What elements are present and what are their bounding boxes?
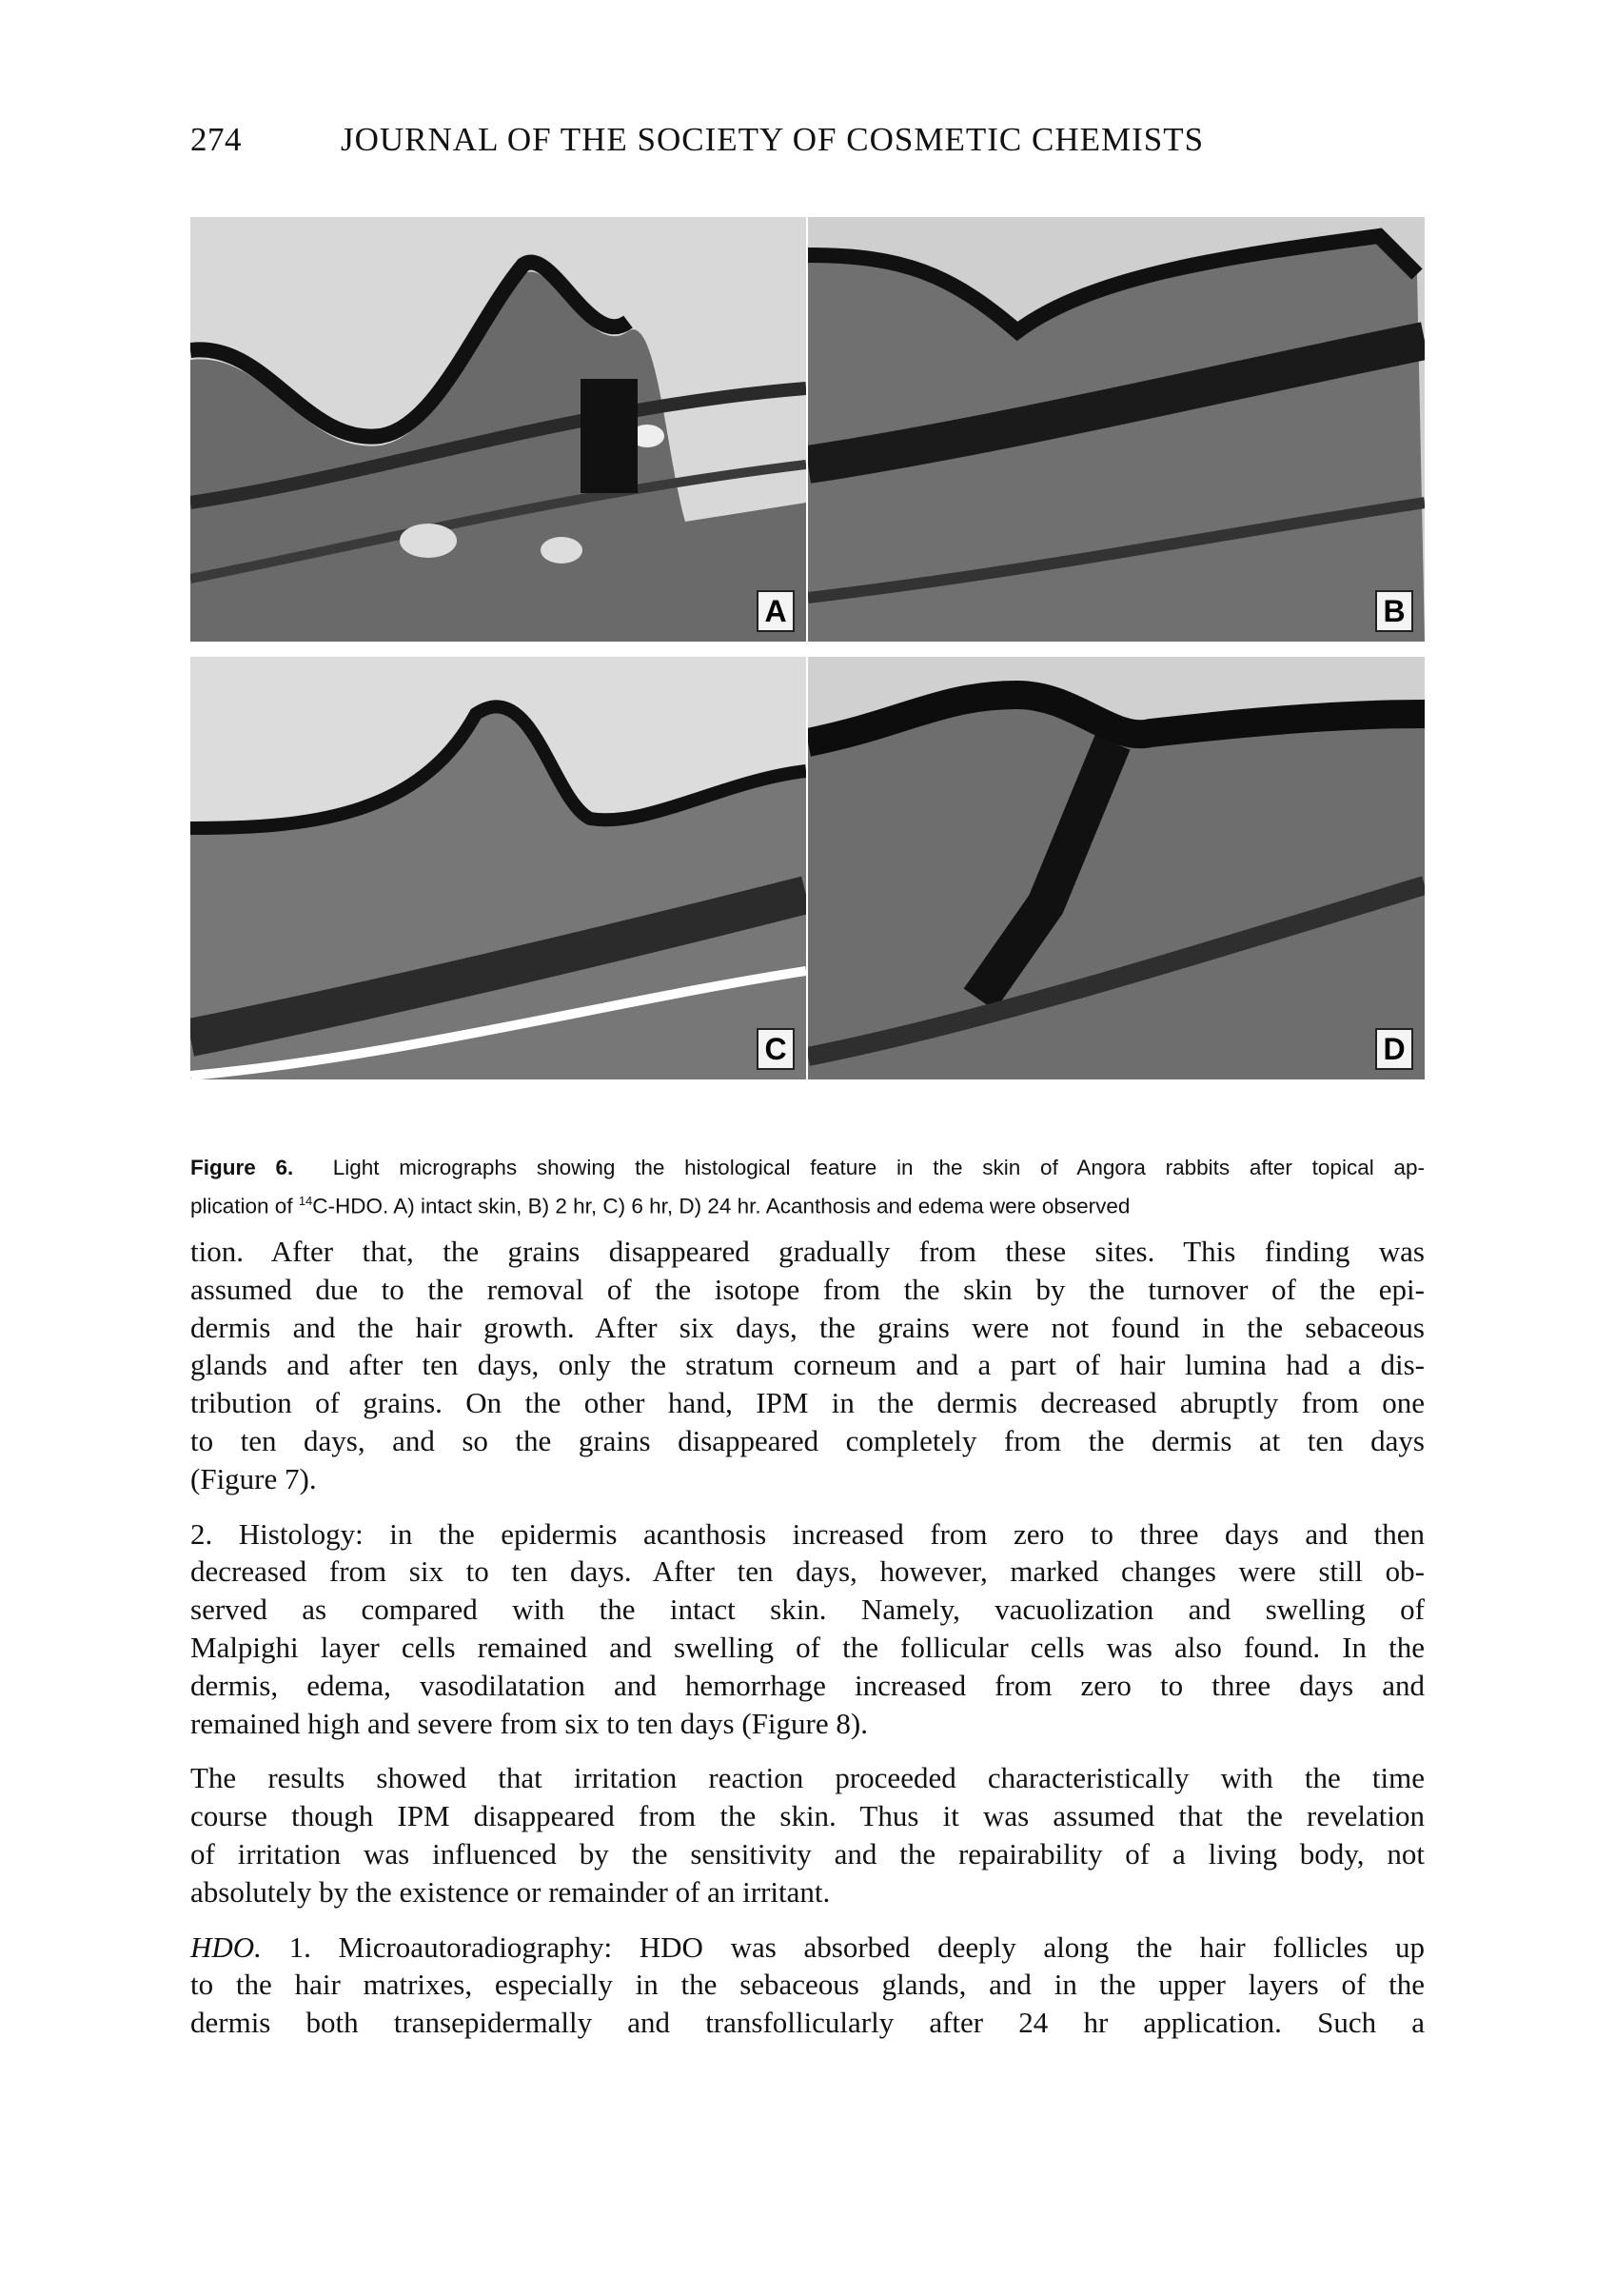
running-head: JOURNAL OF THE SOCIETY OF COSMETIC CHEMISTS (341, 121, 1205, 158)
text-line: to the hair matrixes, especially in the sebaceous glands, and in the upper layers of the (190, 1968, 1425, 2002)
caption-text-1: Light micrographs showing the histological feature in the skin of Angora rabbits after topical ap- (332, 1156, 1425, 1179)
text-line: Malpighi layer cells remained and swelling of the follicular cells was also found. In the (190, 1630, 1425, 1664)
text-line: glands and after ten days, only the stratum corneum and a part of hair lumina had a dis- (190, 1348, 1425, 1382)
micrograph-d-image (808, 657, 1425, 1079)
text-line: dermis and the hair growth. After six days, the grains were not found in the sebaceous (190, 1310, 1425, 1344)
text-line: absolutely by the existence or remainder of an irritant. (190, 1874, 831, 1909)
text-line: of irritation was influenced by the sensitivity and the repairability of a living body, not (190, 1836, 1425, 1870)
text-line: tribution of grains. On the other hand, IPM in the dermis decreased abruptly from one (190, 1386, 1425, 1420)
panel-label-b: B (1375, 590, 1413, 632)
text-line: decreased from six to ten days. After ten days, however, marked changes were still ob- (190, 1554, 1425, 1589)
text-line: The results showed that irritation reaction proceeded characteristically with the time (190, 1761, 1425, 1795)
micrograph-panel-d (808, 657, 1425, 1079)
caption-text-2b: C-HDO. A) intact skin, B) 2 hr, C) 6 hr, D) 24 hr. Acanthosis and edema were observed (312, 1194, 1131, 1218)
isotope-superscript: 14 (298, 1194, 313, 1208)
text-span: 1. Microautoradiography: HDO was absorbed deeply along the hair follicles up (261, 1930, 1425, 1964)
micrograph-panel-c (190, 657, 806, 1079)
figure-caption (190, 1151, 1425, 1223)
text-line: tion. After that, the grains disappeared gradually from these sites. This finding was (190, 1235, 1425, 1268)
caption-label: Figure 6. (190, 1156, 294, 1179)
caption-line-1 (190, 1151, 1425, 1184)
paragraph-1 (190, 1233, 1425, 1498)
body-text (190, 1233, 1425, 2059)
text-line: (Figure 7). (190, 1461, 317, 1495)
micrograph-b-image (808, 217, 1425, 642)
caption-line-2 (190, 1184, 1425, 1223)
section-run-in-heading: HDO. (190, 1930, 262, 1964)
micrograph-c-image (190, 657, 806, 1079)
micrograph-panel-b (808, 217, 1425, 642)
micrograph-panel-a (190, 217, 806, 642)
text-line (190, 1929, 1425, 1967)
page-number: 274 (190, 121, 242, 158)
paragraph-2 (190, 1515, 1425, 1743)
text-line: remained high and severe from six to ten days (Figure 8). (190, 1706, 868, 1740)
text-line: dermis both transepidermally and transfollicularly after 24 hr application. Such a (190, 2006, 1425, 2040)
paragraph-3 (190, 1759, 1425, 1910)
text-line: dermis, edema, vasodilatation and hemorrhage increased from zero to three days and (190, 1668, 1425, 1702)
micrograph-a-image (190, 217, 806, 642)
panel-label-c: C (757, 1028, 795, 1070)
figure-6-micrographs (190, 217, 1425, 1079)
paragraph-4 (190, 1929, 1425, 2042)
caption-text-2a: plication of (190, 1194, 299, 1218)
text-line: 2. Histology: in the epidermis acanthosis increased from zero to three days and then (190, 1516, 1425, 1551)
panel-label-d: D (1375, 1028, 1413, 1070)
panel-label-a: A (757, 590, 795, 632)
text-line: assumed due to the removal of the isotope from the skin by the turnover of the epi- (190, 1272, 1425, 1306)
text-line: served as compared with the intact skin. Namely, vacuolization and swelling of (190, 1593, 1425, 1627)
text-line: to ten days, and so the grains disappeared completely from the dermis at ten days (190, 1423, 1425, 1457)
text-line: course though IPM disappeared from the skin. Thus it was assumed that the revelation (190, 1799, 1425, 1833)
